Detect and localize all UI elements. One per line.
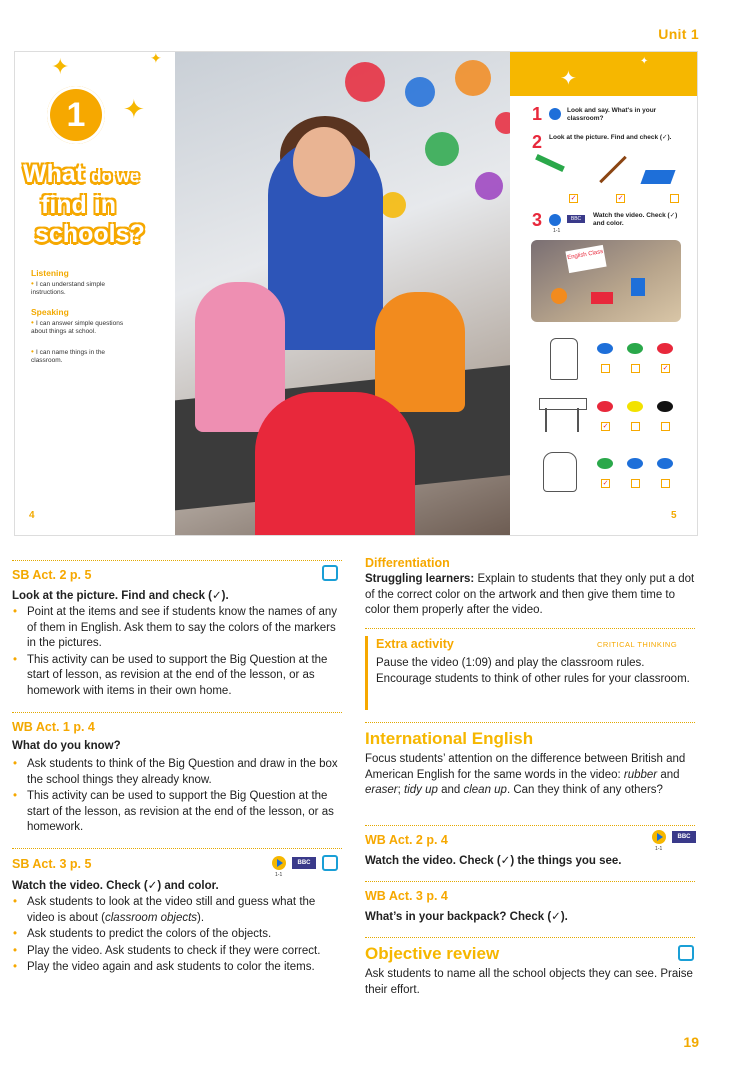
bbc-logo: BBC: [672, 831, 696, 843]
blue-dot: [657, 458, 673, 469]
speaking-heading: Speaking: [31, 307, 69, 317]
right-page-banner: [510, 52, 697, 96]
interactive-icon: [322, 855, 338, 871]
checkbox: ✓: [602, 480, 609, 487]
audio-code: 1-1: [655, 846, 663, 852]
blue-dot: [597, 343, 613, 354]
speaking-icon: [549, 108, 561, 120]
audio-code: 1-1: [275, 872, 283, 878]
star-icon: ✦: [51, 54, 70, 79]
list-item: • Ask students to predict the colors of the objects.: [12, 927, 340, 943]
list-item: • Point at the items and see if students know the names of any of them in English. Ask them to say the colors of the markers in the pictures.: [12, 605, 340, 652]
backpack-drawing: [543, 452, 577, 492]
objective-review-heading: Objective review: [365, 944, 500, 963]
checkbox: [670, 194, 679, 203]
star-icon: ✦: [560, 68, 577, 90]
wb-act1-instruction: What do you know?: [12, 740, 121, 752]
activity-number: 2: [532, 132, 543, 152]
wb-act2-heading: WB Act. 2 p. 4: [365, 833, 448, 847]
checkbox: [631, 479, 640, 488]
unit-label: Unit 1: [658, 26, 699, 42]
activity-instruction: Look at the picture. Find and check (✓).: [549, 134, 672, 141]
sb-act2-bullets: [12, 605, 340, 700]
checkbox: ✓: [662, 365, 669, 372]
chair-drawing: [550, 338, 578, 380]
play-icon: [652, 830, 666, 844]
checkbox: [631, 422, 640, 431]
star-icon: ✦: [123, 94, 145, 124]
wb-act3-instruction: What’s in your backpack? Check (✓).: [365, 911, 568, 923]
list-item: • Play the video again and ask students to color the items.: [12, 960, 340, 976]
lesson-number: 1: [47, 86, 105, 144]
objective-review-text: Ask students to name all the school objects they can see. Praise their effort.: [365, 968, 693, 996]
interactive-icon: [322, 565, 338, 581]
black-dot: [657, 401, 673, 412]
green-dot: [627, 343, 643, 354]
bbc-logo: BBC: [292, 857, 316, 869]
wb-act1-heading: WB Act. 1 p. 4: [12, 720, 95, 734]
sb-act2-instruction: Look at the picture. Find and check (✓).: [12, 590, 229, 602]
list-item: • Ask students to look at the video still and guess what the video is about (classroom objects).: [12, 895, 340, 926]
speaking-item: • I can answer simple questions about things at school.: [31, 318, 124, 335]
wb-act2-instruction: Watch the video. Check (✓) the things you see.: [365, 855, 622, 867]
wb-act3-heading: WB Act. 3 p. 4: [365, 889, 448, 903]
critical-thinking-tag: CRITICAL THINKING: [597, 640, 678, 649]
play-icon: [272, 856, 286, 870]
activity-instruction: Watch the video. Check (✓) and color.: [593, 212, 678, 227]
checkbox: ✓: [602, 423, 609, 430]
checkbox: [661, 479, 670, 488]
wb-act1-bullets: [12, 757, 340, 837]
red-dot: [657, 343, 673, 354]
blue-dot: [627, 458, 643, 469]
video-still: [531, 240, 681, 322]
english-class-sign: English Class: [565, 245, 606, 273]
star-icon: ✦: [640, 56, 649, 67]
extra-activity-text: Pause the video (1:09) and play the classroom rules. Encourage students to think of other rules for your classroom.: [376, 657, 690, 685]
list-item: • This activity can be used to support the Big Question at the start of the lesson, as revision at the end of the lesson, or as homework.: [12, 789, 340, 836]
classroom-photo: [175, 52, 525, 535]
student-book-spread: [15, 52, 697, 535]
book-item: [640, 170, 675, 184]
checkbox: ✓: [570, 195, 577, 202]
green-dot: [597, 458, 613, 469]
audio-code: 1-1: [553, 228, 561, 234]
international-english-heading: International English: [365, 729, 534, 748]
extra-activity-heading: Extra activity: [376, 637, 454, 651]
checkbox: [661, 422, 670, 431]
international-english-text: Focus students’ attention on the difference between British and American English for the same words in the video: rubber and eraser; tidy up and clean up. Can they think of any others?: [365, 753, 686, 796]
sb-act3-bullets: [12, 895, 340, 977]
big-question: What do we find in schools?: [23, 160, 145, 248]
activity-instruction: Look and say. What's in your classroom?: [567, 107, 657, 122]
left-page-number: 4: [29, 510, 35, 521]
checkbox: ✓: [617, 195, 624, 202]
sb-act3-heading: SB Act. 3 p. 5: [12, 857, 92, 871]
checkbox: [631, 364, 640, 373]
red-dot: [597, 401, 613, 412]
sb-act2-heading: SB Act. 2 p. 5: [12, 568, 92, 582]
right-page-number: 5: [671, 510, 677, 521]
bbc-logo: BBC: [567, 215, 585, 223]
differentiation-heading: Differentiation: [365, 556, 450, 570]
activity-number: 1: [532, 104, 543, 124]
list-item: • Ask students to think of the Big Question and draw in the box the school things they already know.: [12, 757, 340, 788]
list-item: • This activity can be used to support the Big Question at the start of lesson, as revision at the end of the lesson, or as homework with items in their own home.: [12, 653, 340, 700]
interactive-icon: [678, 945, 694, 961]
activity-number: 3: [532, 210, 543, 230]
listening-item: • I can understand simple instructions.: [31, 279, 106, 296]
page-number: 19: [683, 1034, 699, 1050]
list-item: • Play the video. Ask students to check if they were correct.: [12, 944, 340, 960]
sb-act3-instruction: Watch the video. Check (✓) and color.: [12, 880, 219, 892]
checkbox: [601, 364, 610, 373]
play-icon: [549, 214, 561, 226]
listening-heading: Listening: [31, 268, 69, 278]
star-icon: ✦: [150, 52, 162, 66]
yellow-dot: [627, 401, 643, 412]
differentiation-text: Struggling learners: Explain to students that they only put a dot of the correct color on the artwork and then give them time to color them properly after the video.: [365, 573, 695, 616]
speaking-item: • I can name things in the classroom.: [31, 347, 106, 364]
